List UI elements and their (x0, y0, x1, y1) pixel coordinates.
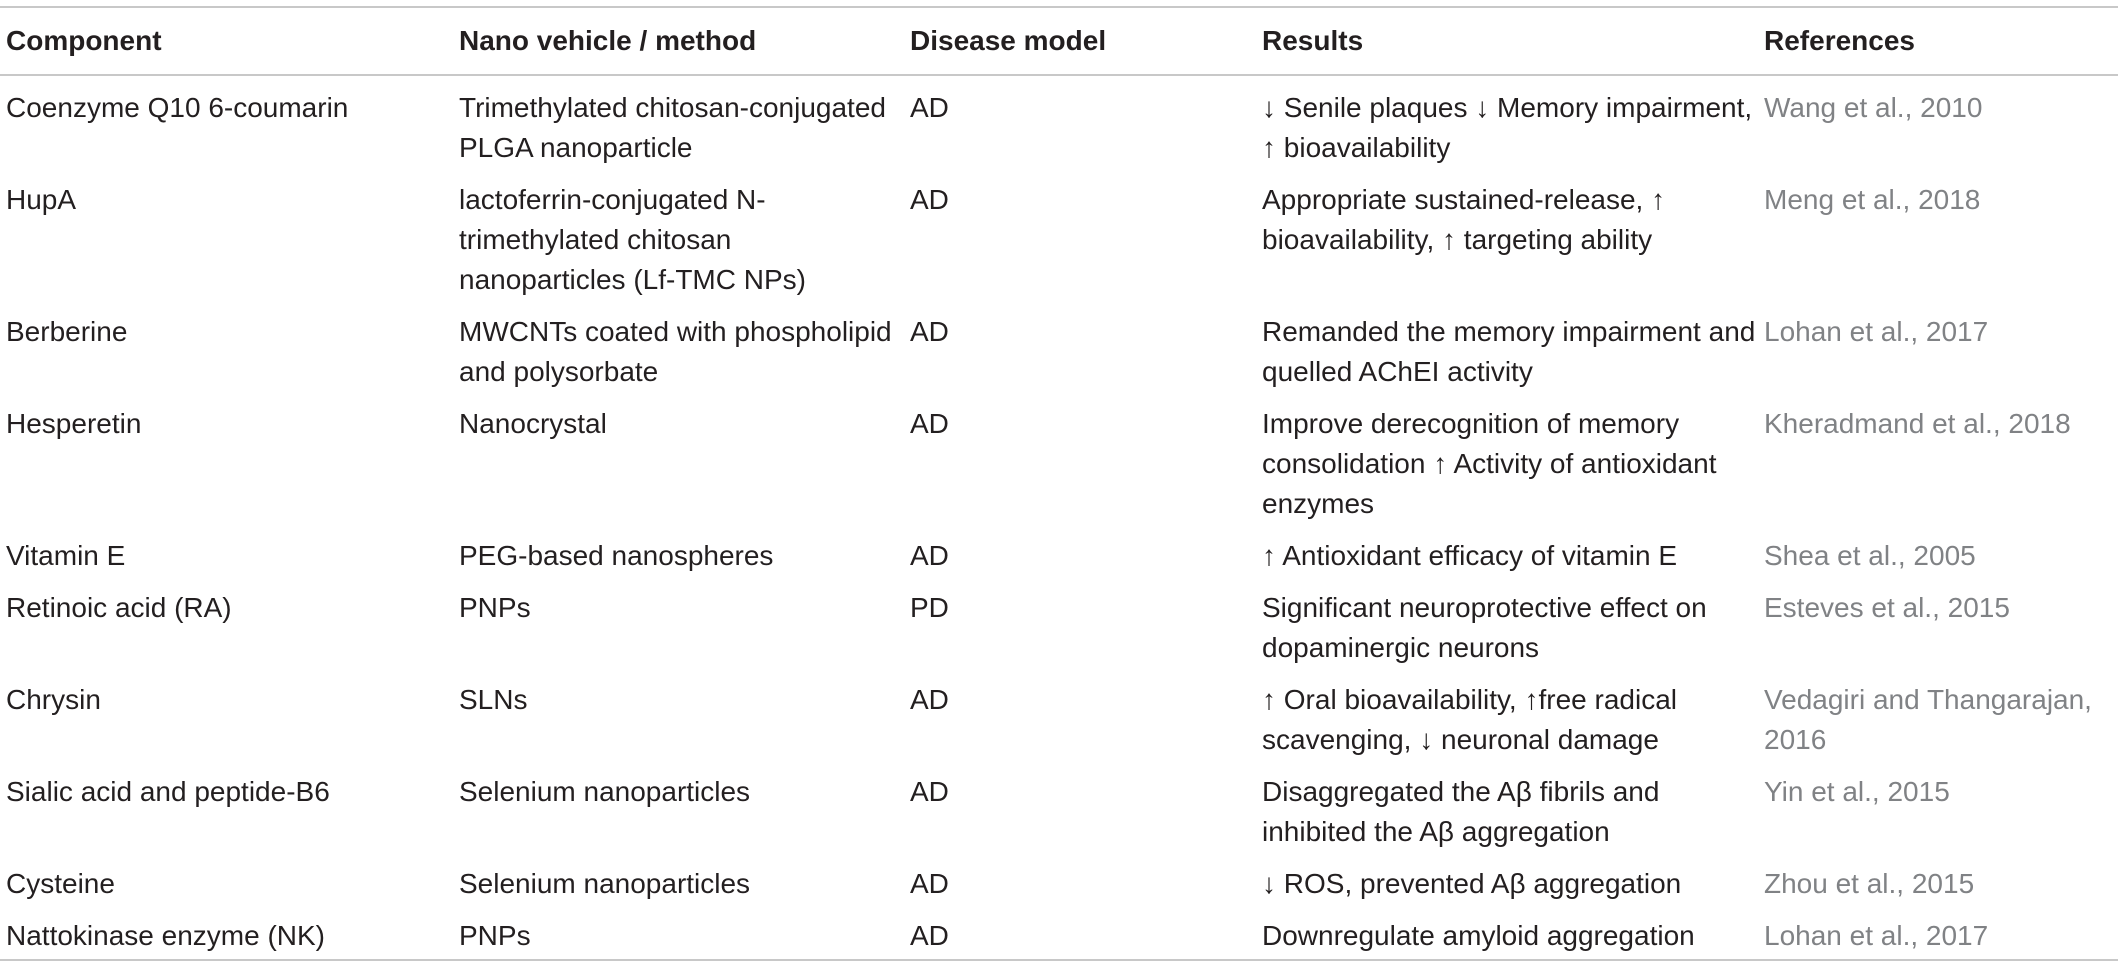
cell-vehicle: PNPs (459, 920, 531, 951)
cell-disease-model: AD (910, 316, 949, 347)
cell-results: ↑ Oral bioavailability, ↑free radical scavenging, ↓ neuronal damage (1262, 684, 1677, 755)
cell-results: ↓ Senile plaques ↓ Memory impairment, ↑ bioavailability (1262, 92, 1753, 163)
cell-reference-link[interactable]: Lohan et al., 2017 (1764, 316, 1989, 347)
cell-results: Improve derecognition of memory consolidation ↑ Activity of antioxidant enzymes (1262, 408, 1717, 519)
cell-component: Vitamin E (6, 540, 126, 571)
cell-results: Significant neuroprotective effect on dopaminergic neurons (1262, 592, 1707, 663)
table-header (0, 7, 2118, 75)
cell-reference-link[interactable]: Shea et al., 2005 (1764, 540, 1976, 571)
cell-component: Cysteine (6, 868, 115, 899)
cell-disease-model: AD (910, 184, 949, 215)
cell-component: Sialic acid and peptide-B6 (6, 776, 330, 807)
cell-vehicle: MWCNTs coated with phospholipid and polysorbate (459, 316, 892, 387)
table-row (0, 579, 2118, 671)
cell-component: Hesperetin (6, 408, 142, 439)
table-row (0, 763, 2118, 855)
cell-reference-link[interactable]: Wang et al., 2010 (1764, 92, 1983, 123)
cell-vehicle: Trimethylated chitosan-conjugated PLGA nanoparticle (459, 92, 886, 163)
cell-component: Coenzyme Q10 6-coumarin (6, 92, 349, 123)
cell-component: Nattokinase enzyme (NK) (6, 920, 326, 951)
cell-disease-model: AD (910, 776, 949, 807)
cell-vehicle: lactoferrin-conjugated N-trimethylated chitosan nanoparticles (Lf-TMC NPs) (459, 184, 806, 295)
cell-results: ↑ Antioxidant efficacy of vitamin E (1262, 540, 1678, 571)
cell-vehicle: PNPs (459, 592, 531, 623)
cell-disease-model: AD (910, 920, 949, 951)
table-row (0, 303, 2118, 395)
cell-vehicle: Selenium nanoparticles (459, 776, 751, 807)
cell-reference-link[interactable]: Lohan et al., 2017 (1764, 920, 1989, 951)
cell-vehicle: SLNs (459, 684, 528, 715)
table-container (0, 6, 2118, 961)
cell-component: Chrysin (6, 684, 101, 715)
nanoformulation-table (0, 6, 2118, 961)
cell-reference-link[interactable]: Yin et al., 2015 (1764, 776, 1950, 807)
cell-component: Berberine (6, 316, 128, 347)
cell-results: ↓ ROS, prevented Aβ aggregation (1262, 868, 1682, 899)
table-row (0, 527, 2118, 579)
header-row (0, 7, 2118, 75)
cell-results: Appropriate sustained-release, ↑ bioavailability, ↑ targeting ability (1262, 184, 1666, 255)
cell-results: Disaggregated the Aβ fibrils and inhibited the Aβ aggregation (1262, 776, 1660, 847)
cell-disease-model: PD (910, 592, 949, 623)
cell-results: Downregulate amyloid aggregation (1262, 920, 1695, 951)
header-results: Results (1262, 25, 1364, 56)
cell-component: Retinoic acid (RA) (6, 592, 232, 623)
cell-reference-link[interactable]: Kheradmand et al., 2018 (1764, 408, 2071, 439)
header-disease-model: Disease model (910, 25, 1107, 56)
table-row (0, 671, 2118, 763)
cell-disease-model: AD (910, 868, 949, 899)
cell-vehicle: PEG-based nanospheres (459, 540, 774, 571)
cell-reference-link[interactable]: Esteves et al., 2015 (1764, 592, 2010, 623)
cell-vehicle: Nanocrystal (459, 408, 607, 439)
cell-disease-model: AD (910, 408, 949, 439)
cell-disease-model: AD (910, 684, 949, 715)
cell-reference-link[interactable]: Meng et al., 2018 (1764, 184, 1981, 215)
table-row (0, 75, 2118, 171)
table-row (0, 395, 2118, 527)
cell-disease-model: AD (910, 92, 949, 123)
header-component: Component (6, 25, 162, 56)
header-vehicle: Nano vehicle / method (459, 25, 757, 56)
table-body (0, 75, 2118, 960)
table-row (0, 855, 2118, 907)
cell-component: HupA (6, 184, 77, 215)
cell-reference-link[interactable]: Vedagiri and Thangarajan, 2016 (1764, 684, 2092, 755)
cell-reference-link[interactable]: Zhou et al., 2015 (1764, 868, 1975, 899)
table-row (0, 907, 2118, 960)
table-row (0, 171, 2118, 303)
cell-results: Remanded the memory impairment and quelled AChEI activity (1262, 316, 1756, 387)
cell-vehicle: Selenium nanoparticles (459, 868, 751, 899)
cell-disease-model: AD (910, 540, 949, 571)
header-references: References (1764, 25, 1915, 56)
